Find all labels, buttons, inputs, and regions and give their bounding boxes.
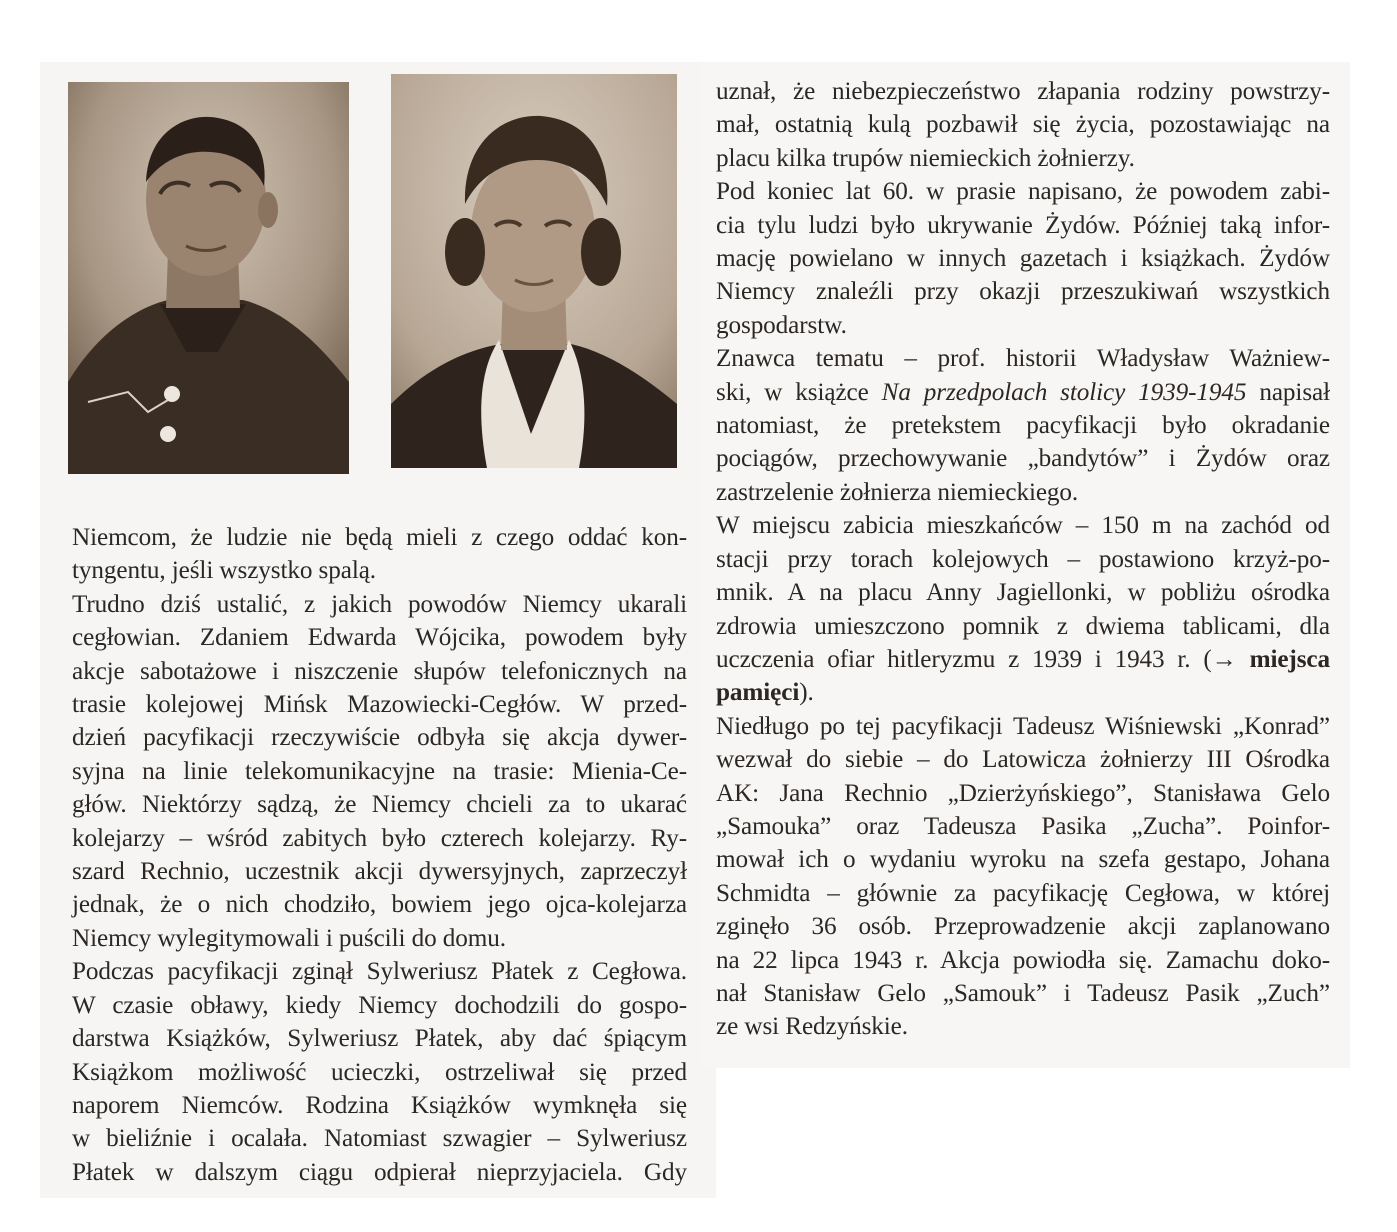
text-line: cegłowian. Zdaniem Edwarda Wójcika, powodem były bbox=[72, 624, 687, 652]
text-line: szard Rechnio, uczestnik akcji dywersyjnych, zaprzeczył bbox=[72, 858, 687, 886]
text-line: stacji przy torach kolejowych – postawiono krzyż-po- bbox=[716, 545, 1330, 573]
text-line: zginęło 36 osób. Przeprowadzenie akcji zaplanowano bbox=[716, 913, 1330, 941]
text-line: „Samouka” oraz Tadeusza Pasika „Zucha”. Poinfor- bbox=[716, 812, 1330, 840]
text-line: cia tylu ludzi było ukrywanie Żydów. Później taką infor- bbox=[716, 211, 1330, 239]
text-line: mnik. A na placu Anny Jagiellonki, w pobliżu ośrodka bbox=[716, 579, 1330, 607]
text-line: mację powielano w innych gazetach i książkach. Żydów bbox=[716, 245, 1330, 273]
text-line: kolejarzy – wśród zabitych było czterech kolejarzy. Ry- bbox=[72, 824, 687, 852]
text-line: naporem Niemców. Rodzina Książków wymknęła się bbox=[72, 1091, 687, 1119]
text-line: Schmidta – głównie za pacyfikację Cegłowa, w której bbox=[716, 879, 1330, 907]
text-line: na 22 lipca 1943 r. Akcja powiodła się. Zamachu doko- bbox=[716, 946, 1330, 974]
text-line: Znawca tematu – prof. historii Władysław Ważniew- bbox=[716, 345, 1330, 373]
text-line: pociągów, przechowywanie „bandytów” i Żydów oraz bbox=[716, 445, 1330, 473]
text-line: Pod koniec lat 60. w prasie napisano, że powodem zabi- bbox=[716, 178, 1330, 206]
text-line: AK: Jana Rechnio „Dzierżyńskiego”, Stanisława Gelo bbox=[716, 779, 1330, 807]
text-line: mał, ostatnią kulą pozbawił się życia, pozostawiając na bbox=[716, 111, 1330, 139]
cross-reference: miejsca bbox=[1249, 645, 1330, 673]
text-line: tyngentu, jeśli wszystko spalą. bbox=[72, 557, 377, 585]
text-line: W miejscu zabicia mieszkańców – 150 m na zachód od bbox=[716, 512, 1330, 540]
text-line: jednak, że o nich chodziło, bowiem jego ojca-kolejarza bbox=[72, 891, 687, 919]
text-line: zdrowia umieszczono pomnik z dwiema tablicami, dla bbox=[716, 612, 1330, 640]
text-line: syjna na linie telekomunikacyjne na trasie: Mienia-Ce- bbox=[72, 757, 687, 785]
cross-reference: pamięci bbox=[716, 679, 800, 707]
right-text-column bbox=[716, 75, 1330, 1044]
text-segment: uczczenia ofiar hitleryzmu z 1939 i 1943 r. (→ bbox=[716, 645, 1250, 673]
text-line: wezwał do siebie – do Latowicza żołnierzy III Ośrodka bbox=[716, 746, 1330, 774]
text-line: akcje sabotażowe i niszczenie słupów telefonicznych na bbox=[72, 657, 687, 685]
left-text-column bbox=[72, 521, 687, 1189]
text-line: głów. Niektórzy sądzą, że Niemcy chcieli za to ukarać bbox=[72, 791, 687, 819]
text-line: Płatek w dalszym ciągu odpierał nieprzyjaciela. Gdy bbox=[72, 1158, 687, 1186]
text-line: natomiast, że pretekstem pacyfikacji było okradanie bbox=[716, 412, 1330, 440]
text-segment: ski, w książce bbox=[716, 378, 882, 406]
text-line: Trudno dziś ustalić, z jakich powodów Niemcy ukarali bbox=[72, 590, 687, 618]
text-line: W czasie obławy, kiedy Niemcy dochodzili do gospo- bbox=[72, 991, 687, 1019]
text-line-with-reference bbox=[716, 676, 1330, 709]
portrait-man-photo bbox=[68, 82, 349, 474]
book-title: Na przedpolach stolicy 1939-1945 bbox=[881, 378, 1247, 406]
text-line: Książkom możliwość ucieczki, ostrzeliwał się przed bbox=[72, 1058, 687, 1086]
text-line: w bieliźnie i ocalała. Natomiast szwagier – Sylweriusz bbox=[72, 1125, 687, 1153]
text-line: Niedługo po tej pacyfikacji Tadeusz Wiśniewski „Konrad” bbox=[716, 712, 1330, 740]
text-line: zastrzelenie żołnierza niemieckiego. bbox=[716, 478, 1079, 506]
text-line-with-reference bbox=[716, 643, 1330, 676]
text-line: Niemcy wylegitymowali i puścili do domu. bbox=[72, 924, 506, 952]
text-line: gospodarstw. bbox=[716, 311, 847, 339]
text-line: trasie kolejowej Mińsk Mazowiecki-Cegłów. W przed- bbox=[72, 691, 687, 719]
text-segment: napisał bbox=[1246, 378, 1330, 406]
text-line: ze wsi Redzyńskie. bbox=[716, 1013, 908, 1041]
text-line: Niemcy znaleźli przy okazji przeszukiwań wszystkich bbox=[716, 278, 1330, 306]
text-line: mował ich o wydaniu wyroku na szefa gestapo, Johana bbox=[716, 846, 1330, 874]
text-line: Niemcom, że ludzie nie będą mieli z czego oddać kon- bbox=[72, 524, 687, 551]
text-line: dzień pacyfikacji rzeczywiście odbyła się akcja dywer- bbox=[72, 724, 687, 752]
text-line: uznał, że niebezpieczeństwo złapania rodziny powstrzy- bbox=[716, 78, 1330, 105]
portrait-woman-photo bbox=[391, 74, 677, 468]
text-segment: ). bbox=[799, 679, 814, 707]
text-line: darstwa Książków, Sylweriusz Płatek, aby dać śpiącym bbox=[72, 1025, 687, 1053]
text-line: nał Stanisław Gelo „Samouk” i Tadeusz Pasik „Zuch” bbox=[716, 979, 1330, 1007]
text-line-with-title bbox=[716, 376, 1330, 409]
text-line: Podczas pacyfikacji zginął Sylweriusz Płatek z Cegłowa. bbox=[72, 958, 687, 986]
text-line: placu kilka trupów niemieckich żołnierzy. bbox=[716, 144, 1135, 172]
